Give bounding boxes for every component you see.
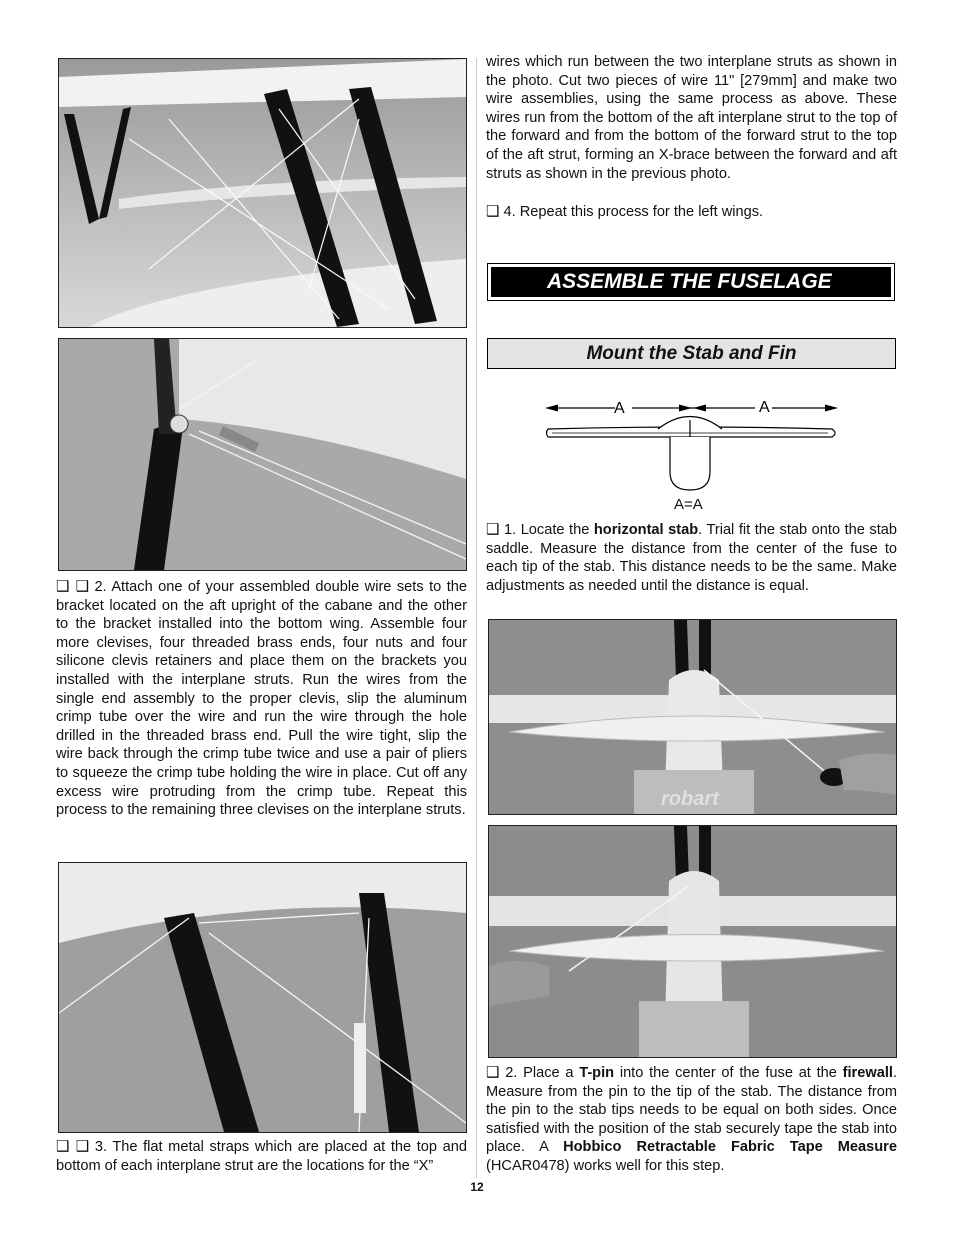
section-header <box>487 263 895 301</box>
column-divider <box>476 58 477 1178</box>
checkbox-icon[interactable]: ❑ <box>486 520 500 538</box>
photo-stab-measuring-tip <box>488 619 897 815</box>
checkbox-icon[interactable]: ❑ <box>486 202 500 220</box>
dimension-label-right: A <box>759 399 770 416</box>
step-4-repeat-left-wings: ❑ 4. Repeat this process for the left wings. <box>486 202 764 220</box>
step-3-continued: wires which run between the two interplane struts as shown in the photo. Cut two pieces of wire 11" [279mm] and make two wire assemblies, using the same process as above. These wires run from the bottom of the aft interplane strut to the top of the forward and from the bottom of the forward strut to the top of the aft strut, forming an X-brace between the forward and aft struts as shown in the previous photo. <box>486 54 897 182</box>
step-3-flat-metal-straps: ❑ ❑ 3. The flat metal straps which are placed at the top and bottom of each interplane strut are the locations for the “X” <box>56 1137 467 1174</box>
subsection-title: Mount the Stab and Fin <box>487 338 896 369</box>
step-1-locate-stab: ❑ 1. Locate the horizontal stab. Trial fit the stab onto the stab saddle. Measure the distance from the center of the fuse to each tip of the stab. This distance needs to be the same. Make adjustments as needed until the distance is equal. <box>486 520 897 594</box>
checkbox-pair-icon[interactable]: ❑ ❑ <box>56 577 90 595</box>
robart-logo: robart <box>661 788 719 810</box>
section-title: ASSEMBLE THE FUSELAGE <box>491 267 891 297</box>
photo-bracket-wire-close-up <box>58 338 467 571</box>
dimension-label-left: A <box>614 400 625 417</box>
photo-clevis-brackets <box>58 862 467 1133</box>
checkbox-icon[interactable]: ❑ <box>486 1063 500 1081</box>
diagram-caption: A=A <box>674 496 703 513</box>
step-2-tpin-measure: ❑ 2. Place a T-pin into the center of the fuse at the firewall. Measure from the pin to the tip of the stab. The distance from the pin to the stab tips needs to be equal on both sides. Once satisfied with the position of the stab securely tape the stab into place. A Hobbico Retractable Fabric Tape Measure (HCAR0478) works well for this step. <box>486 1063 897 1174</box>
step-2-attach-wire-sets: ❑ ❑ 2. Attach one of your assembled double wire sets to the bracket located on the aft upright of the cabane and the other to the bracket installed into the bottom wing. Assemble four more clevises, four threaded brass ends, four nuts and four silicone clevis retainers and place them on the brackets you installed with the interplane struts. Run the wires from the single end assembly to the proper clevis, slip the aluminum crimp tube over the wire and run the wire through the hole drilled in the threaded brass end. Pull the wire tight, slip the wire back through the crimp tube twice and use a pair of pliers to squeeze the crimp tube holding the wire in place. Cut off any excess wire protruding from the crimp tube. Repeat this process to the remaining three clevises on the interplane struts. <box>56 577 467 819</box>
checkbox-pair-icon[interactable]: ❑ ❑ <box>56 1137 90 1155</box>
photo-stab-tpin-measure <box>488 825 897 1058</box>
photo-interplane-struts <box>58 58 467 328</box>
page-number: 12 <box>470 1180 484 1194</box>
